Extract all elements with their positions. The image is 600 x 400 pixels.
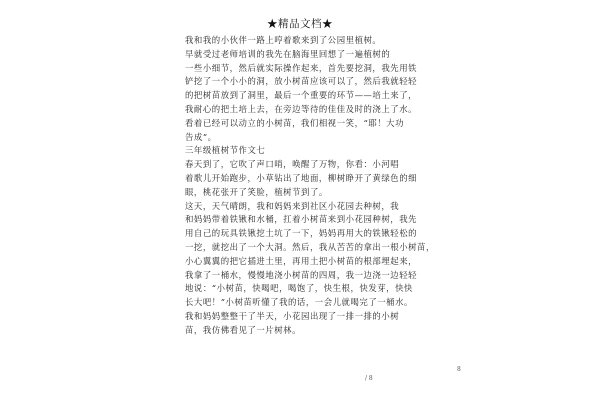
text-line: 我耐心的把土培上去，在旁边等待的佳佳及时的浇上了水。	[185, 103, 418, 114]
text-line: 告成”。	[185, 131, 217, 142]
text-line: 用自己的玩具铁锹挖土坑了一下，妈妈再用大的铁锹轻松的	[185, 228, 418, 239]
text-line: 这天，天气晴朗，我和妈妈来到社区小花园去种树，我	[185, 200, 400, 211]
text-line: 早就受过老师培训的我先在脑海里回想了一遍植树的	[185, 48, 391, 59]
text-line: 的把树苗放到了洞里，最后一个重要的环节——培土来了，	[185, 90, 418, 101]
corner-page-mark: 8	[457, 366, 461, 373]
text-line: 眼，桃花张开了笑脸，植树节到了。	[185, 186, 328, 197]
section-heading: 三年级植树节作文七	[185, 145, 266, 156]
text-line: 小心翼翼的把它插进土里，再用土把小树苗的根部埋起来，	[185, 255, 418, 266]
text-line: 看着已经可以动立的小树苗，我们相视一笑，“耶！大功	[185, 117, 405, 128]
text-line: 长大吧！”小树苗听懂了我的话，一会儿就喝完了一桶水。	[185, 297, 413, 308]
text-line: 铲挖了一个小小的洞，放小树苗应该可以了，然后我就轻轻	[185, 76, 418, 87]
page-header: ★精品文档★	[267, 18, 333, 30]
text-line: 地说：“小树苗，快喝吧，喝饱了，快生根，快发芽，快快	[185, 283, 413, 294]
text-line: 我拿了一桶水，慢慢地浇小树苗的四周，我一边浇一边轻轻	[185, 269, 418, 280]
text-line: 我和我的小伙伴一路上哼着歌来到了公园里植树。	[185, 35, 382, 45]
text-line: 我和妈妈整整干了半天，小花园出现了一排一排的小树	[185, 310, 400, 321]
text-line: 春天到了，它吹了声口哨，唤醒了万物，你看：小河唱	[185, 159, 400, 170]
text-line: 苗，我仿佛看见了一片树林。	[185, 324, 302, 335]
essay-body	[185, 34, 435, 338]
text-line: 一些小细节，然后就实际操作起来，首先要挖洞，我先用铁	[185, 62, 418, 73]
page-number: / 8	[365, 375, 373, 382]
text-line: 着歌儿开始跑步，小草钻出了地面，柳树睁开了黄绿色的细	[185, 172, 418, 183]
text-line: 和妈妈带着铁锹和水桶，扛着小树苗来到小花园种树，我先	[185, 214, 418, 225]
text-line: 一挖，就挖出了一个大洞。然后，我从苦苦的拿出一根小树苗，	[185, 241, 435, 252]
